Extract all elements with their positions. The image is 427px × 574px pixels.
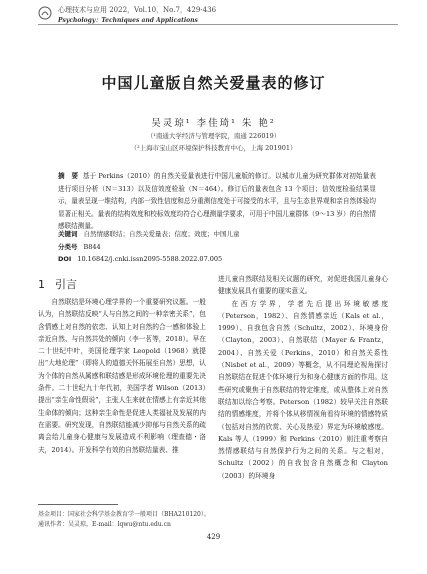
section-number: 1 <box>38 278 45 291</box>
section-heading <box>38 276 77 292</box>
doi-text: 10.16842/j.cnki.issn2095-5588.2022.07.005 <box>77 255 223 263</box>
section-title: 引言 <box>55 278 77 291</box>
keywords <box>58 229 240 238</box>
keywords-text: 自然情感联结；自然关爱量表；信度；效度；中国儿童 <box>83 230 240 238</box>
doi <box>58 255 222 263</box>
body-right-column <box>218 273 388 482</box>
paragraph: 在西方学界，学者先后提出环境敏感度（Peterson，1982）、自然情感亲近（Kals et al.，1999）、自我包含自然（Schultz，2002）、环境身份（Clayton，2003）、自然联结（Mayer & Frantz，2004）、自然关爱（Perkins，2010）和自然关系性（Nisbet et al.，2009）等概念，从不同理论视角探讨自然联结在促进个体环境行为和身心健康方面的作用。这些研究或聚焦于自然联结的特定维度，或从整体上对自然联结加以综合考察。Peterson（1982）较早关注自然联结的情感维度，并将个体从移情视角看待环境的情感特质（包括对自然的欣赏、关心及热爱）界定为环境敏感度。Kals 等人（1999）和 Perkins（2010）则注重考察自然情感联结与自然保护行为之间的关系。与之相对，Schultz（2002）的自我包含自然概念和 Clayton（2003）的环境身 <box>218 299 388 480</box>
affiliation-1: （¹南通大学经济与管理学院，南通 226019） <box>146 132 281 140</box>
journal-english-name: Psychology：Techniques and Applications <box>58 17 198 24</box>
paper-title: 中国儿童版自然关爱量表的修订 <box>101 74 326 92</box>
class-label: 分类号 <box>58 243 78 251</box>
class-text: B844 <box>83 243 101 251</box>
footnote-divider <box>38 504 118 505</box>
paragraph: 自然联结是环境心理学界的一个重要研究议题。一般认为，自然联结反映“人与自然之间的一种亲密关系”，包含情感上对自然的依恋、认知上对自然的合一感和体验上亲近自然、与自然共处的倾向（李一茗等，2018）。早在二十世纪中叶，美国伦理学家 Leopold（1968）就提出“大地伦理”（即将人的道德关怀拓展至自然）思想，认为个体的自然从属感和联结感是形成环境伦理的重要先决条件。二十世纪九十年代初，美国学者 Wilson（2013）提出“亲生命性假说”，主张人生来就在情感上有亲近其他生命体的倾向；这种亲生命性是促进人类福祉及发展的内在需要。研究发现，自然联结能减少抑郁与自然关系的疏离会给儿童身心健康与发展造成不利影响（理查德・洛夫，2014）。开发科学有效的自然联结量表、推 <box>38 298 206 454</box>
author-list: 吴灵琼¹ 李佳琦¹ 朱 艳² <box>151 118 276 129</box>
affiliation-2: （²上海市宝山区环境保护科技教育中心，上海 201901） <box>130 144 297 152</box>
paragraph: 进儿童自然联结及相关议题的研究，对促进我国儿童身心健康发展具有重要的现实意义。 <box>218 275 388 296</box>
abstract <box>58 170 376 233</box>
header-divider <box>38 24 398 25</box>
classification-number <box>58 242 101 251</box>
abstract-label: 摘 要 <box>58 172 79 180</box>
page-number: 429 <box>206 533 221 541</box>
body-left-column <box>38 296 206 456</box>
footnote-corresponding-author: 通讯作者：吴灵琼，E-mail：lqwu@ntu.edu.cn <box>38 521 171 528</box>
journal-logo-icon <box>38 6 52 20</box>
keywords-label: 关键词 <box>58 230 78 238</box>
footnote-funding: 基金项目：国家社会科学基金教育学一般项目（BHA210120）。 <box>38 511 210 518</box>
doi-label: DOI <box>58 255 72 263</box>
abstract-text: 基于 Perkins（2010）的自然关爱量表进行中国儿童版的修订。以城市儿童为研究群体对初始量表进行项目分析（N＝313）以及信效度检验（N＝464）。修订后的量表包含 13 个项目；信效度检验结果显示，量表呈现一维结构，内部一致性信度和总分重测信度处于可接受的水平，且与生态世界观和亲自然体验均显著正相关。量表的结构效度和校标效度均符合心理测量学要求，可用于中国儿童群体（9～13 岁）的自然情感联结测量。 <box>58 172 377 231</box>
journal-issue-info: 心理技术与应用 2022，Vol.10，No.7，429-436 <box>58 6 217 14</box>
